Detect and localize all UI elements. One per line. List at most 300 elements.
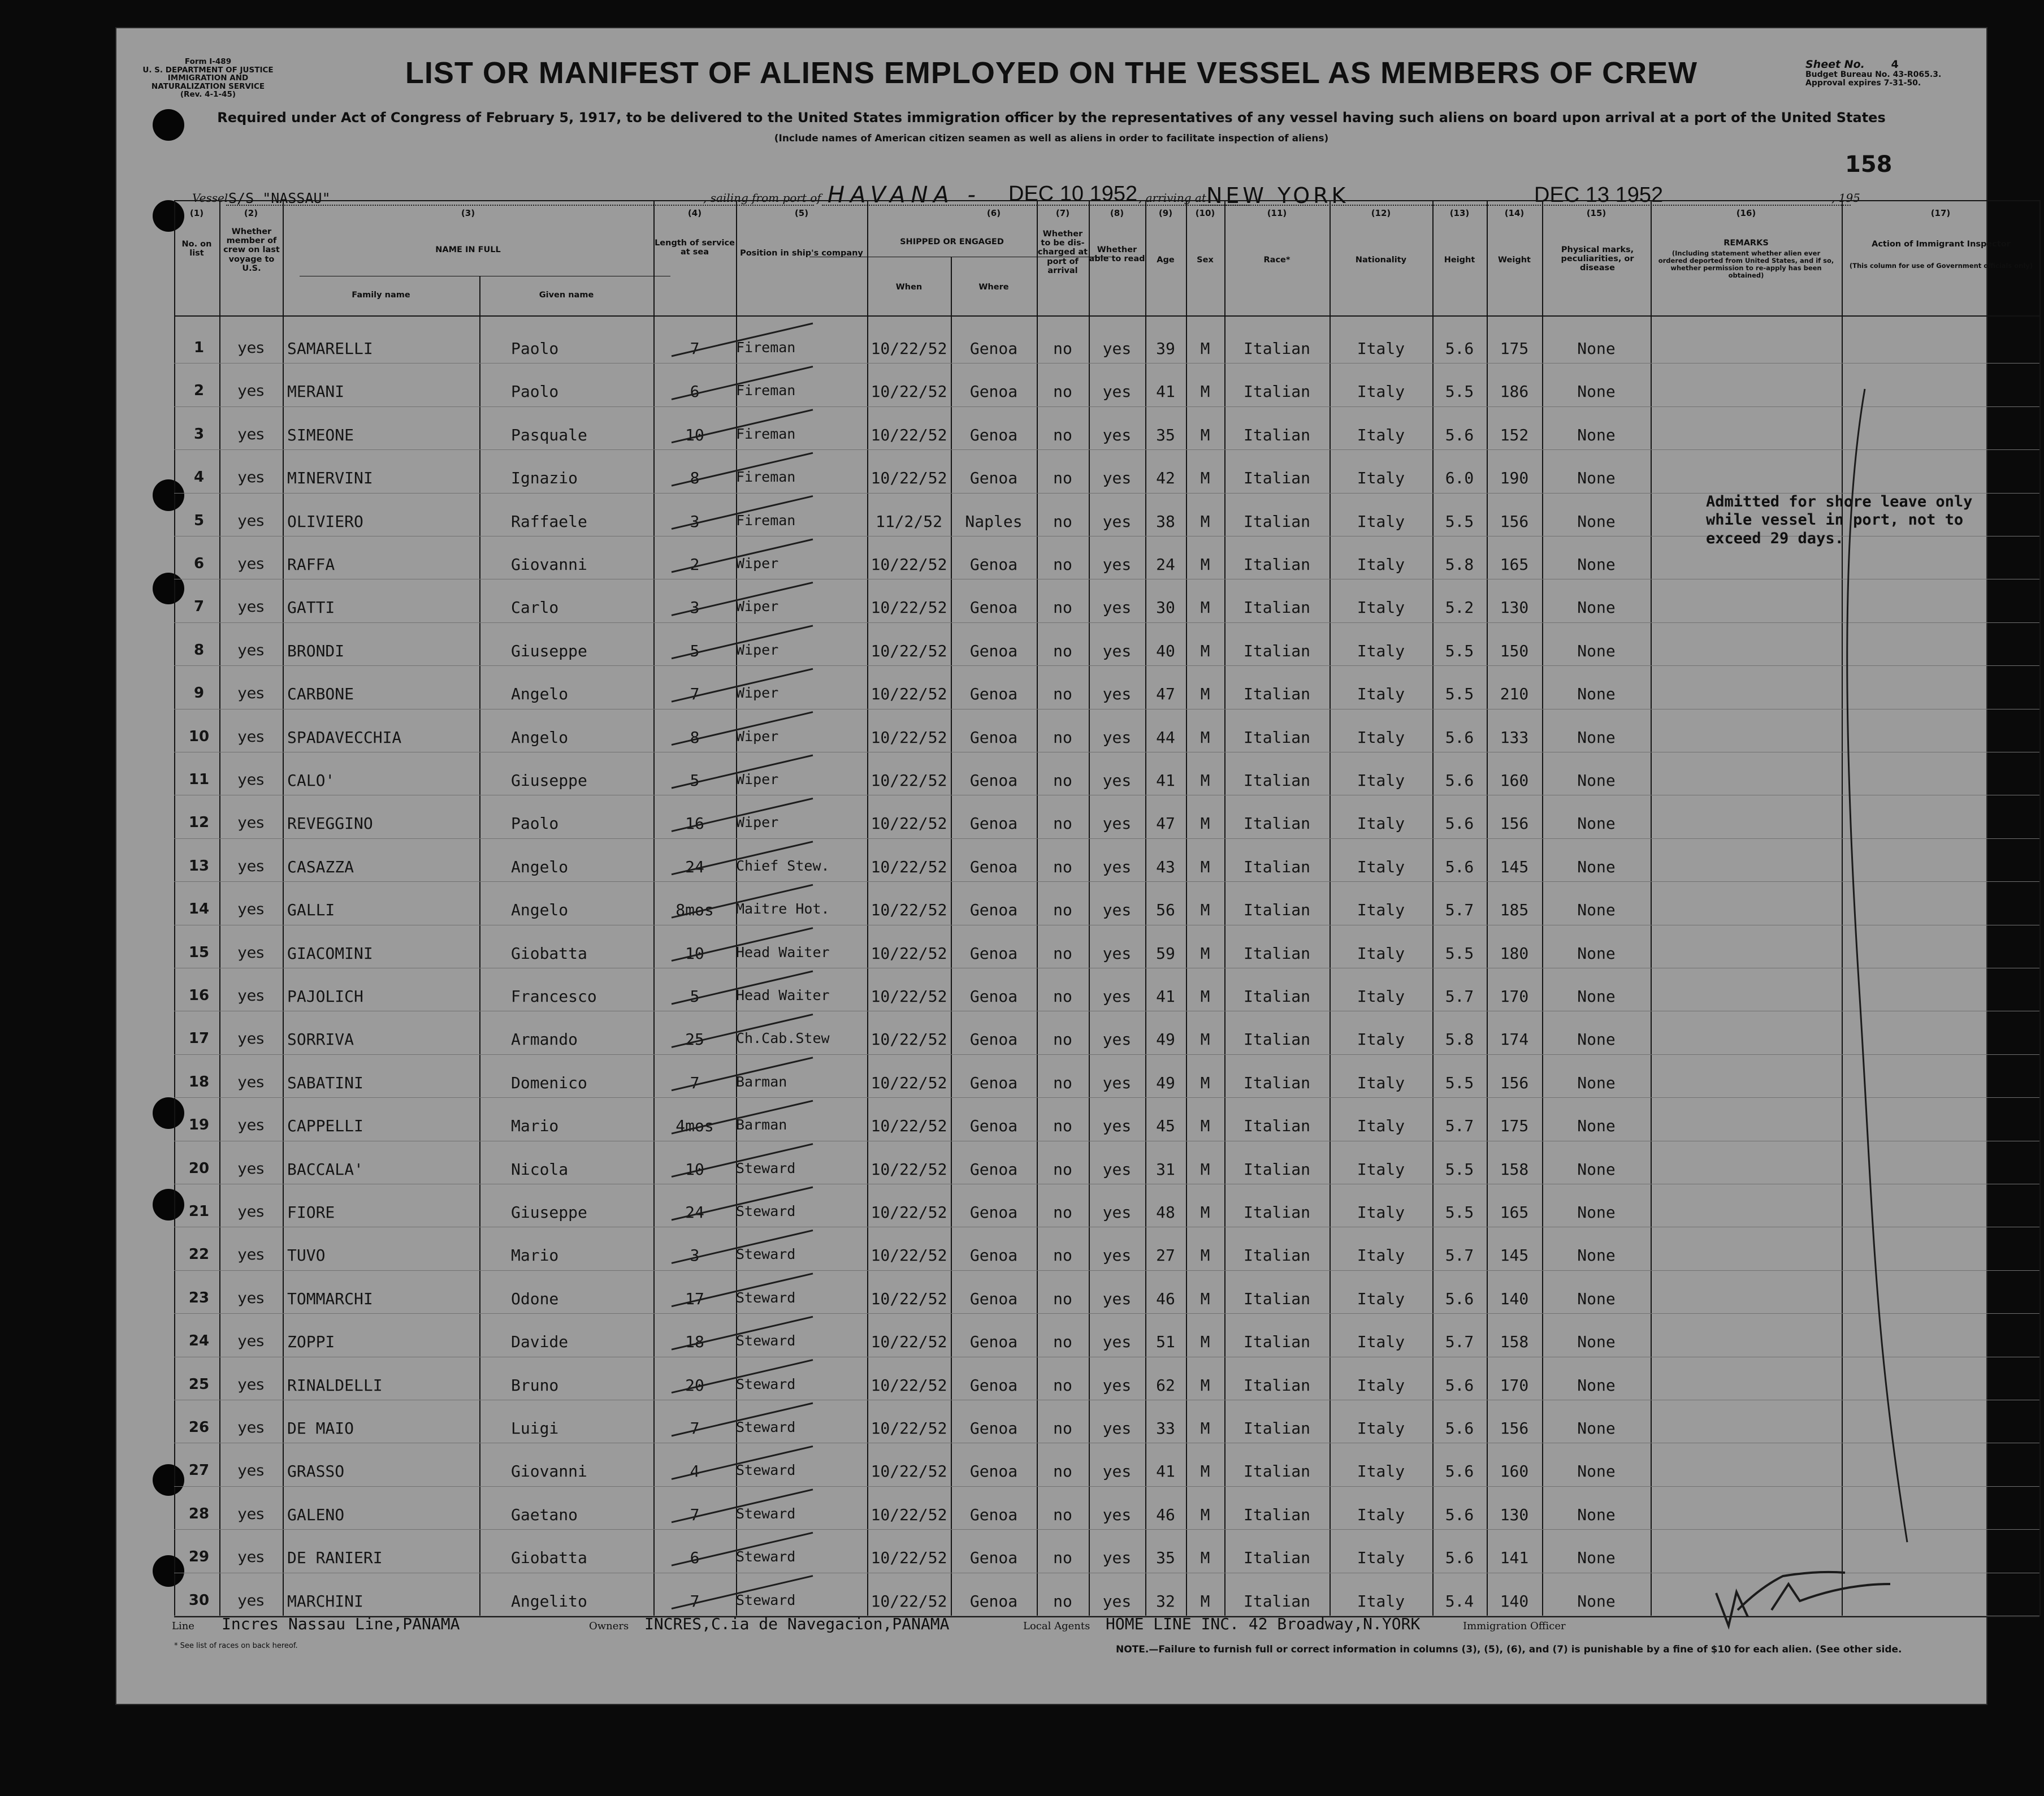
physical-marks-cell: None xyxy=(1577,987,1616,1006)
able-to-read-cell: yes xyxy=(1102,1419,1132,1438)
height-cell: 5.6 xyxy=(1445,1505,1474,1524)
discharged-cell: no xyxy=(1053,469,1072,488)
column-number: (7) xyxy=(1055,208,1070,218)
physical-marks-cell: None xyxy=(1577,1246,1616,1265)
physical-marks-cell: None xyxy=(1577,1505,1616,1524)
shipped-when-cell: 10/22/52 xyxy=(871,641,947,660)
age-cell: 47 xyxy=(1156,685,1175,704)
physical-marks-cell: None xyxy=(1577,1548,1616,1568)
age-cell: 47 xyxy=(1156,814,1175,833)
height-cell: 5.6 xyxy=(1445,728,1474,747)
check-stroke xyxy=(672,712,813,745)
last-voyage-cell: yes xyxy=(237,1548,265,1566)
service-cell: 10 xyxy=(685,944,704,963)
race-cell: Italian xyxy=(1243,469,1310,488)
age-cell: 35 xyxy=(1156,1548,1175,1568)
service-cell: 7 xyxy=(690,339,700,358)
discharged-cell: no xyxy=(1053,512,1072,531)
column-number: (12) xyxy=(1371,208,1391,218)
age-cell: 45 xyxy=(1156,1116,1175,1136)
shipped-when-cell: 10/22/52 xyxy=(871,728,947,747)
race-cell: Italian xyxy=(1243,555,1310,574)
given-name-cell: Giuseppe xyxy=(511,771,587,790)
able-to-read-cell: yes xyxy=(1102,901,1132,920)
weight-cell: 190 xyxy=(1500,469,1529,488)
able-to-read-cell: yes xyxy=(1102,1332,1132,1352)
shipped-where-cell: Genoa xyxy=(969,1116,1018,1136)
header-discharged: Whether to be dis-charged at port of arrival xyxy=(1037,230,1088,275)
shipped-when-cell: 10/22/52 xyxy=(871,1116,947,1136)
shipped-where-cell: Genoa xyxy=(969,814,1018,833)
list-number: 26 xyxy=(188,1419,210,1436)
height-cell: 5.5 xyxy=(1445,1159,1474,1179)
shipped-where-cell: Genoa xyxy=(969,771,1018,790)
given-name-cell: Ignazio xyxy=(511,469,578,488)
able-to-read-cell: yes xyxy=(1102,1591,1132,1611)
header-height: Height xyxy=(1444,256,1475,265)
check-stroke xyxy=(672,1317,813,1349)
sex-cell: M xyxy=(1200,814,1210,833)
position-cell: Steward xyxy=(736,1548,796,1565)
age-cell: 46 xyxy=(1156,1505,1175,1524)
discharged-cell: no xyxy=(1053,771,1072,790)
given-name-cell: Giovanni xyxy=(511,555,587,574)
physical-marks-cell: None xyxy=(1577,1332,1616,1352)
race-cell: Italian xyxy=(1243,339,1310,358)
discharged-cell: no xyxy=(1053,728,1072,747)
header-position: Position in ship's company xyxy=(740,249,863,258)
date-arrived: DEC 13 1952 xyxy=(1534,183,1664,207)
shipped-where-cell: Genoa xyxy=(969,469,1018,488)
able-to-read-cell: yes xyxy=(1102,1116,1132,1136)
shipped-when-cell: 10/22/52 xyxy=(871,1375,947,1395)
able-to-read-cell: yes xyxy=(1102,555,1132,574)
family-name-cell: ZOPPI xyxy=(287,1332,335,1352)
height-cell: 5.7 xyxy=(1445,901,1474,920)
position-cell: Fireman xyxy=(736,425,796,442)
position-cell: Steward xyxy=(736,1159,796,1176)
column-number: (11) xyxy=(1267,208,1287,218)
list-number: 3 xyxy=(193,425,205,443)
given-name-cell: Angelo xyxy=(511,857,569,876)
shipped-when-cell: 10/22/52 xyxy=(871,1548,947,1568)
position-cell: Steward xyxy=(736,1462,796,1479)
sex-cell: M xyxy=(1200,1332,1210,1352)
agents-value: HOME LINE INC. 42 Broadway,N.YORK xyxy=(1106,1615,1421,1633)
sex-cell: M xyxy=(1200,339,1210,358)
discharged-cell: no xyxy=(1053,685,1072,704)
column-number: (9) xyxy=(1158,208,1173,218)
age-cell: 27 xyxy=(1156,1246,1175,1265)
sex-cell: M xyxy=(1200,1246,1210,1265)
discharged-cell: no xyxy=(1053,1591,1072,1611)
given-name-cell: Angelito xyxy=(511,1591,587,1611)
last-voyage-cell: yes xyxy=(237,1159,265,1178)
shipped-where-cell: Genoa xyxy=(969,1375,1018,1395)
list-number: 11 xyxy=(188,771,210,788)
check-stroke xyxy=(672,1576,813,1609)
able-to-read-cell: yes xyxy=(1102,1289,1132,1308)
family-name-cell: SABATINI xyxy=(287,1073,363,1092)
race-cell: Italian xyxy=(1243,1505,1310,1524)
last-voyage-cell: yes xyxy=(237,1419,265,1436)
able-to-read-cell: yes xyxy=(1102,1505,1132,1524)
shipped-where-cell: Genoa xyxy=(969,1419,1018,1438)
position-cell: Fireman xyxy=(736,469,796,486)
given-name-cell: Francesco xyxy=(511,987,597,1006)
weight-cell: 156 xyxy=(1500,512,1529,531)
position-cell: Steward xyxy=(736,1203,796,1219)
able-to-read-cell: yes xyxy=(1102,685,1132,704)
family-name-cell: CASAZZA xyxy=(287,857,354,876)
last-voyage-cell: yes xyxy=(237,901,265,919)
weight-cell: 152 xyxy=(1500,425,1529,444)
weight-cell: 185 xyxy=(1500,901,1529,920)
physical-marks-cell: None xyxy=(1577,425,1616,444)
sex-cell: M xyxy=(1200,1203,1210,1222)
able-to-read-cell: yes xyxy=(1102,1375,1132,1395)
weight-cell: 133 xyxy=(1500,728,1529,747)
sex-cell: M xyxy=(1200,857,1210,876)
shipped-when-cell: 10/22/52 xyxy=(871,425,947,444)
list-number: 18 xyxy=(188,1073,210,1090)
service: IMMIGRATION AND NATURALIZATION SERVICE xyxy=(151,73,265,91)
age-cell: 31 xyxy=(1156,1159,1175,1179)
given-name-cell: Mario xyxy=(511,1246,559,1265)
shipped-where-cell: Genoa xyxy=(969,382,1018,401)
shipped-where-cell: Genoa xyxy=(969,728,1018,747)
position-cell: Head Waiter xyxy=(736,944,830,960)
family-name-cell: MINERVINI xyxy=(287,469,373,488)
list-number: 27 xyxy=(188,1462,210,1479)
age-cell: 32 xyxy=(1156,1591,1175,1611)
weight-cell: 170 xyxy=(1500,1375,1529,1395)
header-remarks-sub: (Including statement whether alien ever ordered deported from United States, and if so, whether permission to re-apply has been obtained) xyxy=(1658,249,1834,279)
able-to-read-cell: yes xyxy=(1102,944,1132,963)
column-number: (13) xyxy=(1449,208,1470,218)
shipped-where-cell: Genoa xyxy=(969,944,1018,963)
header-where: Where xyxy=(978,283,1009,292)
shipped-when-cell: 10/22/52 xyxy=(871,944,947,963)
nationality-cell: Italy xyxy=(1357,598,1405,617)
position-cell: Steward xyxy=(736,1419,796,1435)
port-to: NEW YORK xyxy=(1206,183,1349,208)
list-number: 25 xyxy=(188,1375,210,1393)
check-stroke xyxy=(672,539,813,572)
position-cell: Chief Stew. xyxy=(736,857,830,874)
family-name-cell: GATTI xyxy=(287,598,335,617)
age-cell: 59 xyxy=(1156,944,1175,963)
position-cell: Wiper xyxy=(736,728,779,745)
list-number: 12 xyxy=(188,814,210,832)
weight-cell: 175 xyxy=(1500,1116,1529,1136)
height-cell: 5.5 xyxy=(1445,1073,1474,1092)
sex-cell: M xyxy=(1200,728,1210,747)
able-to-read-cell: yes xyxy=(1102,512,1132,531)
last-voyage-cell: yes xyxy=(237,1073,265,1091)
height-cell: 5.6 xyxy=(1445,857,1474,876)
header-shipped: SHIPPED OR ENGAGED xyxy=(900,237,1004,246)
last-voyage-cell: yes xyxy=(237,598,265,616)
check-stroke xyxy=(672,1014,813,1047)
height-cell: 5.5 xyxy=(1445,1203,1474,1222)
position-cell: Wiper xyxy=(736,598,779,615)
shipped-where-cell: Genoa xyxy=(969,1548,1018,1568)
owners-label: Owners xyxy=(589,1620,629,1632)
position-cell: Wiper xyxy=(736,555,779,572)
height-cell: 5.6 xyxy=(1445,1289,1474,1308)
position-cell: Wiper xyxy=(736,771,779,787)
nationality-cell: Italy xyxy=(1357,339,1405,358)
shipped-where-cell: Genoa xyxy=(969,857,1018,876)
family-name-cell: CAPPELLI xyxy=(287,1116,363,1136)
service-cell: 16 xyxy=(685,814,704,833)
service-cell: 24 xyxy=(685,1203,704,1222)
last-voyage-cell: yes xyxy=(237,857,265,875)
nationality-cell: Italy xyxy=(1357,382,1405,401)
physical-marks-cell: None xyxy=(1577,944,1616,963)
shipped-where-cell: Genoa xyxy=(969,555,1018,574)
last-voyage-cell: yes xyxy=(237,1030,265,1048)
check-stroke xyxy=(672,1274,813,1306)
able-to-read-cell: yes xyxy=(1102,1030,1132,1049)
race-cell: Italian xyxy=(1243,1073,1310,1092)
physical-marks-cell: None xyxy=(1577,1116,1616,1136)
race-cell: Italian xyxy=(1243,1116,1310,1136)
column-number: (17) xyxy=(1930,208,1951,218)
discharged-cell: no xyxy=(1053,1030,1072,1049)
height-cell: 5.5 xyxy=(1445,685,1474,704)
service-cell: 6 xyxy=(690,1548,700,1568)
sex-cell: M xyxy=(1200,901,1210,920)
column-number: (1) xyxy=(189,208,204,218)
discharged-cell: no xyxy=(1053,814,1072,833)
shipped-where-cell: Genoa xyxy=(969,685,1018,704)
given-name-cell: Paolo xyxy=(511,814,559,833)
stamp-line: while vessel in port, not to xyxy=(1706,511,1964,529)
vessel-label: Vessel xyxy=(192,191,228,205)
ink-overlay xyxy=(115,27,1987,1705)
discharged-cell: no xyxy=(1053,1332,1072,1352)
discharged-cell: no xyxy=(1053,641,1072,660)
given-name-cell: Domenico xyxy=(511,1073,587,1092)
check-stroke xyxy=(672,366,813,399)
given-name-cell: Luigi xyxy=(511,1419,559,1438)
sex-cell: M xyxy=(1200,1548,1210,1568)
physical-marks-cell: None xyxy=(1577,1591,1616,1611)
list-number: 20 xyxy=(188,1159,210,1177)
weight-cell: 156 xyxy=(1500,1419,1529,1438)
check-stroke xyxy=(672,971,813,1004)
list-number: 29 xyxy=(188,1548,210,1566)
race-cell: Italian xyxy=(1243,1030,1310,1049)
given-name-cell: Davide xyxy=(511,1332,569,1352)
able-to-read-cell: yes xyxy=(1102,1246,1132,1265)
check-stroke xyxy=(672,842,813,875)
service-cell: 24 xyxy=(685,857,704,876)
able-to-read-cell: yes xyxy=(1102,1073,1132,1092)
given-name-cell: Giovanni xyxy=(511,1462,587,1481)
height-cell: 5.6 xyxy=(1445,1419,1474,1438)
race-cell: Italian xyxy=(1243,1548,1310,1568)
weight-cell: 130 xyxy=(1500,598,1529,617)
family-name-cell: FIORE xyxy=(287,1203,335,1222)
discharged-cell: no xyxy=(1053,598,1072,617)
check-stroke xyxy=(672,1058,813,1090)
footer xyxy=(115,1617,1987,1705)
header-given-name: Given name xyxy=(539,291,594,300)
physical-marks-cell: None xyxy=(1577,857,1616,876)
weight-cell: 165 xyxy=(1500,555,1529,574)
sex-cell: M xyxy=(1200,1116,1210,1136)
age-cell: 43 xyxy=(1156,857,1175,876)
last-voyage-cell: yes xyxy=(237,469,265,487)
service-cell: 3 xyxy=(690,512,700,531)
service-cell: 17 xyxy=(685,1289,704,1308)
last-voyage-cell: yes xyxy=(237,1462,265,1480)
list-number: 6 xyxy=(193,555,205,572)
column-number: (16) xyxy=(1736,208,1756,218)
nationality-cell: Italy xyxy=(1357,1548,1405,1568)
nationality-cell: Italy xyxy=(1357,1332,1405,1352)
shipped-when-cell: 10/22/52 xyxy=(871,814,947,833)
race-cell: Italian xyxy=(1243,1462,1310,1481)
race-cell: Italian xyxy=(1243,598,1310,617)
shipped-where-cell: Genoa xyxy=(969,1073,1018,1092)
race-cell: Italian xyxy=(1243,382,1310,401)
height-cell: 5.6 xyxy=(1445,1548,1474,1568)
list-number: 13 xyxy=(188,857,210,875)
discharged-cell: no xyxy=(1053,339,1072,358)
able-to-read-cell: yes xyxy=(1102,1462,1132,1481)
weight-cell: 170 xyxy=(1500,987,1529,1006)
list-number: 1 xyxy=(193,339,205,356)
list-number: 24 xyxy=(188,1332,210,1350)
header-name: NAME IN FULL xyxy=(435,245,501,254)
sex-cell: M xyxy=(1200,1030,1210,1049)
age-cell: 33 xyxy=(1156,1419,1175,1438)
discharged-cell: no xyxy=(1053,1073,1072,1092)
weight-cell: 141 xyxy=(1500,1548,1529,1568)
arriving-label: , arriving at xyxy=(1138,191,1206,205)
family-name-cell: SORRIVA xyxy=(287,1030,354,1049)
sex-cell: M xyxy=(1200,944,1210,963)
discharged-cell: no xyxy=(1053,944,1072,963)
age-cell: 41 xyxy=(1156,1462,1175,1481)
list-number: 30 xyxy=(188,1591,210,1609)
sex-cell: M xyxy=(1200,469,1210,488)
header-physical-marks: Physical marks, peculiarities, or disease xyxy=(1561,245,1634,273)
nationality-cell: Italy xyxy=(1357,512,1405,531)
height-cell: 5.2 xyxy=(1445,598,1474,617)
shipped-when-cell: 10/22/52 xyxy=(871,469,947,488)
given-name-cell: Carlo xyxy=(511,598,559,617)
last-voyage-cell: yes xyxy=(237,1375,265,1393)
shipped-when-cell: 10/22/52 xyxy=(871,901,947,920)
shipped-where-cell: Genoa xyxy=(969,339,1018,358)
last-voyage-cell: yes xyxy=(237,382,265,400)
age-cell: 48 xyxy=(1156,1203,1175,1222)
family-name-cell: PAJOLICH xyxy=(287,987,363,1006)
race-cell: Italian xyxy=(1243,944,1310,963)
family-name-cell: BRONDI xyxy=(287,641,345,660)
shipped-when-cell: 10/22/52 xyxy=(871,771,947,790)
list-number: 15 xyxy=(188,944,210,961)
shipped-where-cell: Genoa xyxy=(969,1332,1018,1352)
family-name-cell: DE MAIO xyxy=(287,1419,354,1438)
service-cell: 5 xyxy=(690,771,700,790)
discharged-cell: no xyxy=(1053,1505,1072,1524)
position-cell: Fireman xyxy=(736,512,796,529)
sheet-number: 4 xyxy=(1891,58,1899,71)
revision: (Rev. 4-1-45) xyxy=(180,90,236,99)
physical-marks-cell: None xyxy=(1577,771,1616,790)
age-cell: 41 xyxy=(1156,382,1175,401)
sex-cell: M xyxy=(1200,1505,1210,1524)
immigration-officer-label: Immigration Officer xyxy=(1463,1620,1566,1632)
position-cell: Wiper xyxy=(736,641,779,658)
race-cell: Italian xyxy=(1243,512,1310,531)
race-cell: Italian xyxy=(1243,1591,1310,1611)
race-cell: Italian xyxy=(1243,728,1310,747)
position-cell: Steward xyxy=(736,1332,796,1349)
weight-cell: 180 xyxy=(1500,944,1529,963)
race-cell: Italian xyxy=(1243,1159,1310,1179)
weight-cell: 150 xyxy=(1500,641,1529,660)
position-cell: Steward xyxy=(736,1289,796,1306)
shipped-when-cell: 10/22/52 xyxy=(871,1246,947,1265)
family-name-cell: TUVO xyxy=(287,1246,326,1265)
weight-cell: 174 xyxy=(1500,1030,1529,1049)
position-cell: Steward xyxy=(736,1375,796,1392)
family-name-cell: DE RANIERI xyxy=(287,1548,383,1568)
nationality-cell: Italy xyxy=(1357,641,1405,660)
shipped-when-cell: 10/22/52 xyxy=(871,857,947,876)
vessel-name: S/S "NASSAU" xyxy=(228,190,331,206)
races-footnote: * See list of races on back hereof. xyxy=(174,1642,298,1650)
sex-cell: M xyxy=(1200,1159,1210,1179)
weight-cell: 156 xyxy=(1500,814,1529,833)
list-number: 2 xyxy=(193,382,205,400)
agents-label: Local Agents xyxy=(1023,1620,1090,1632)
able-to-read-cell: yes xyxy=(1102,469,1132,488)
last-voyage-cell: yes xyxy=(237,987,265,1005)
shipped-where-cell: Genoa xyxy=(969,641,1018,660)
physical-marks-cell: None xyxy=(1577,339,1616,358)
physical-marks-cell: None xyxy=(1577,382,1616,401)
family-name-cell: REVEGGINO xyxy=(287,814,373,833)
weight-cell: 210 xyxy=(1500,685,1529,704)
shipped-when-cell: 10/22/52 xyxy=(871,382,947,401)
physical-marks-cell: None xyxy=(1577,641,1616,660)
position-cell: Head Waiter xyxy=(736,987,830,1003)
list-number: 28 xyxy=(188,1505,210,1522)
last-voyage-cell: yes xyxy=(237,1203,265,1221)
weight-cell: 175 xyxy=(1500,339,1529,358)
shipped-when-cell: 10/22/52 xyxy=(871,1030,947,1049)
able-to-read-cell: yes xyxy=(1102,382,1132,401)
height-cell: 5.4 xyxy=(1445,1591,1474,1611)
header-race: Race* xyxy=(1263,256,1291,265)
discharged-cell: no xyxy=(1053,857,1072,876)
shipped-when-cell: 10/22/52 xyxy=(871,1289,947,1308)
family-name-cell: GIACOMINI xyxy=(287,944,373,963)
race-cell: Italian xyxy=(1243,1246,1310,1265)
sex-cell: M xyxy=(1200,425,1210,444)
family-name-cell: CARBONE xyxy=(287,685,354,704)
sex-cell: M xyxy=(1200,771,1210,790)
column-number: (5) xyxy=(794,208,809,218)
